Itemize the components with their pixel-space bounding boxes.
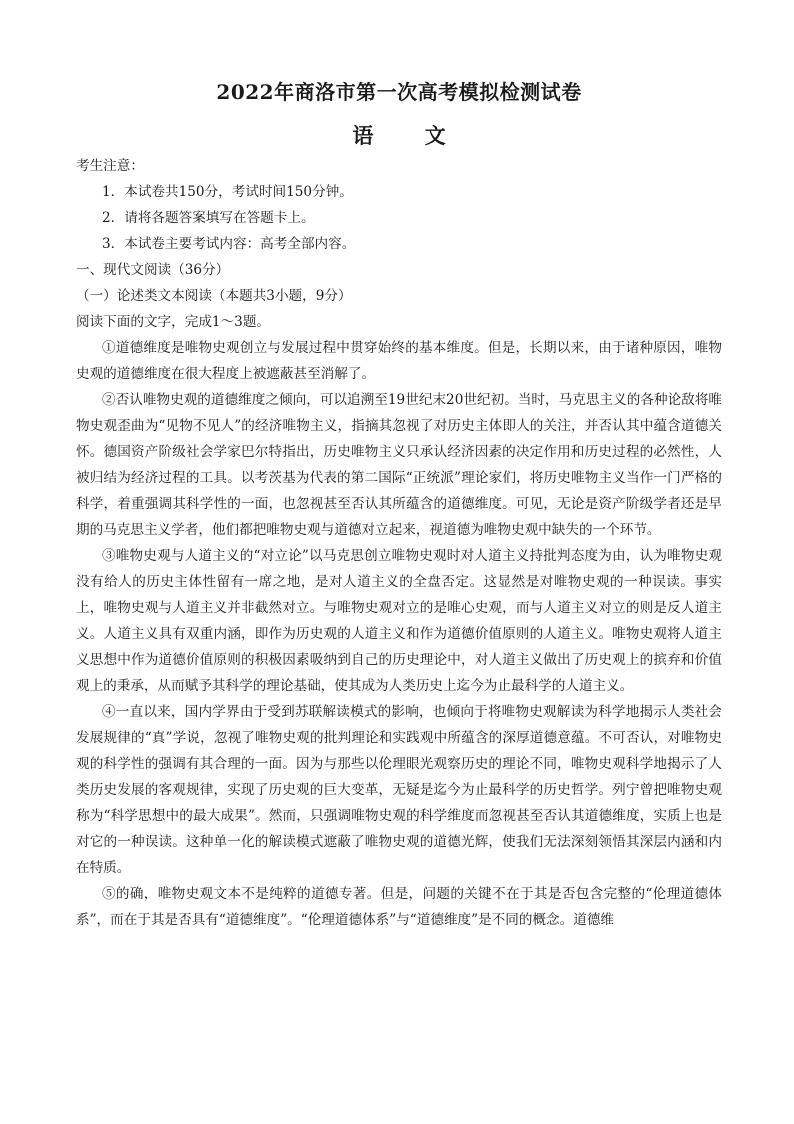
paragraph-3: ③唯物史观与人道主义的“对立论”以马克思创立唯物史观时对人道主义持批判态度为由，认为唯物史观没有给人的历史主体性留有一席之地，是对人道主义的全盘否定。这显然是对唯物史观的一种误读。事实上，唯物史观与人道主义并非截然对立。与唯物史观对立的是唯心史观，而与人道主义对立的则是反人道主义。人道主义具有双重内涵，即作为历史观的人道主义和作为道德价值原则的人道主义。唯物史观将人道主义思想中作为道德价值原则的积极因素吸纳到自己的历史理论中，对人道主义做出了历史观上的摈弃和价值观上的秉承，从而赋予其科学的理论基础，使其成为人类历史上迄今为止最科学的人道主义。 <box>76 548 722 694</box>
note-item-2: 2．请将各题答案填写在答题卡上。 <box>102 210 315 226</box>
note-item-1: 1．本试卷共150分，考试时间150分钟。 <box>102 184 353 200</box>
section-heading: 一、现代文阅读（36分） <box>76 262 230 278</box>
document-body <box>76 153 722 933</box>
paragraph-1: ①道德维度是唯物史观创立与发展过程中贯穿始终的基本维度。但是，长期以来，由于诸种原因，唯物史观的道德维度在很大程度上被遮蔽甚至消解了。 <box>76 340 722 382</box>
subject-title: 语 文 <box>352 123 468 148</box>
paragraph-2: ②否认唯物史观的道德维度之倾向，可以追溯至19世纪末20世纪初。当时，马克思主义的各种论敌将唯物史观歪曲为“见物不见人”的经济唯物主义，指摘其忽视了对历史主体即人的关注，并否认其中蕴含道德关怀。德国资产阶级社会学家巴尔特指出，历史唯物主义只承认经济因素的决定作用和历史过程的必然性，人被归结为经济过程的工具。以考茨基为代表的第二国际“正统派”理论家们，将历史唯物主义当作一门严格的科学，着重强调其科学性的一面，也忽视甚至否认其所蕴含的道德维度。可见，无论是资产阶级学者还是早期的马克思主义学者，他们都把唯物史观与道德对立起来，视道德为唯物史观中缺失的一个环节。 <box>76 392 722 538</box>
section-subheading: （一）论述类文本阅读（本题共3小题，9分） <box>76 288 352 304</box>
paragraph-5: ⑤的确，唯物史观文本不是纯粹的道德专著。但是，问题的关键不在于其是否包含完整的“伦理道德体系”，而在于其是否具有“道德维度”。“伦理道德体系”与“道德维度”是不同的概念。道德维 <box>76 886 722 928</box>
exam-title: 2022年商洛市第一次高考模拟检测试卷 <box>216 80 582 104</box>
note-item-3: 3．本试卷主要考试内容：高考全部内容。 <box>102 236 356 252</box>
paragraph-4: ④一直以来，国内学界由于受到苏联解读模式的影响，也倾向于将唯物史观解读为科学地揭示人类社会发展规律的“真”学说，忽视了唯物史观的批判理论和实践观中所蕴含的深厚道德意蕴。不可否认，对唯物史观的科学性的强调有其合理的一面。因为与那些以伦理眼光观察历史的理论不同，唯物史观科学地揭示了人类历史发展的客观规律，实现了历史观的巨大变革，无疑是迄今为止最科学的历史哲学。列宁曾把唯物史观称为“科学思想中的最大成果”。然而，只强调唯物史观的科学维度而忽视甚至否认其道德维度，实质上也是对它的一种误读。这种单一化的解读模式遮蔽了唯物史观的道德光辉，使我们无法深刻领悟其深层内涵和内在特质。 <box>76 704 722 876</box>
notes-label: 考生注意： <box>76 158 144 174</box>
reading-instruction: 阅读下面的文字，完成1～3题。 <box>76 314 271 330</box>
